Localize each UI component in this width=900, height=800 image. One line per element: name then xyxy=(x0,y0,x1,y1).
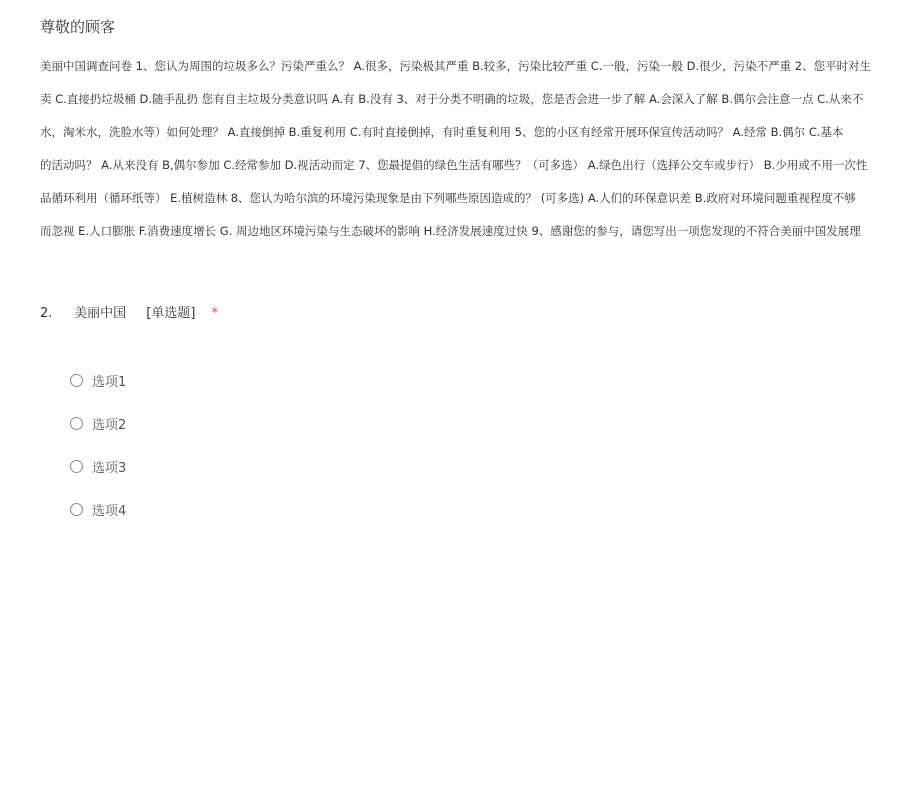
question-type-label: [单选题] xyxy=(146,306,196,321)
radio-button-icon[interactable] xyxy=(70,460,83,473)
intro-text-line: 卖 C.直接扔垃圾桶 D.随手乱扔 您有自主垃圾分类意识吗 A.有 B.没有 3、对于分类不明确的垃圾，您是否会进一步了解 A.会深入了解 B.偶尔会注意一点 C.从来不 xyxy=(40,92,864,106)
intro-text-line: 美丽中国调查问卷 1、您认为周围的垃圾多么？污染严重么？ A.很多，污染极其严重 B.较多，污染比较严重 C.一般，污染一般 D.很少，污染不严重 2、您平时对生 xyxy=(40,59,872,73)
option-label: 选项4 xyxy=(92,503,127,519)
option-1[interactable] xyxy=(70,370,126,390)
intro-text-line: 水，淘米水，洗脸水等）如何处理？ A.直接倒掉 B.重复利用 C.有时直接倒掉，有时重复利用 5、您的小区有经常开展环保宣传活动吗？ A.经常 B.偶尔 C.基本 xyxy=(40,125,844,139)
question-number: 2. xyxy=(40,306,53,321)
option-label: 选项3 xyxy=(92,460,127,476)
radio-button-icon[interactable] xyxy=(70,503,83,516)
required-mark: * xyxy=(211,306,219,321)
option-label: 选项1 xyxy=(92,374,127,390)
option-list xyxy=(70,370,126,542)
radio-button-icon[interactable] xyxy=(70,417,83,430)
question-header xyxy=(40,302,218,321)
option-3[interactable] xyxy=(70,456,126,476)
intro-text-line: 品循环利用（循环纸等） E.植树造林 8、您认为哈尔滨的环境污染现象是由下列哪些原因造成的？ (可多选) A.人们的环保意识差 B.政府对环境问题重视程度不够 xyxy=(40,191,856,205)
radio-button-icon[interactable] xyxy=(70,374,83,387)
question-title: 美丽中国 xyxy=(74,306,127,321)
intro-text-line: 而忽视 E.人口膨胀 F.消费速度增长 G. 周边地区环境污染与生态破坏的影响 H.经济发展速度过快 9、感谢您的参与，请您写出一项您发现的不符合美丽中国发展理 xyxy=(40,224,861,238)
option-2[interactable] xyxy=(70,413,126,433)
option-4[interactable] xyxy=(70,499,126,519)
option-label: 选项2 xyxy=(92,417,127,433)
greeting-heading: 尊敬的顾客 xyxy=(40,18,116,36)
intro-text-line: 的活动吗？ A.从来没有 B,偶尔参加 C.经常参加 D.视活动而定 7、您最提倡的绿色生活有哪些？（可多选） A.绿色出行（选择公交车或步行） B.少用或不用一次性 xyxy=(40,158,868,172)
